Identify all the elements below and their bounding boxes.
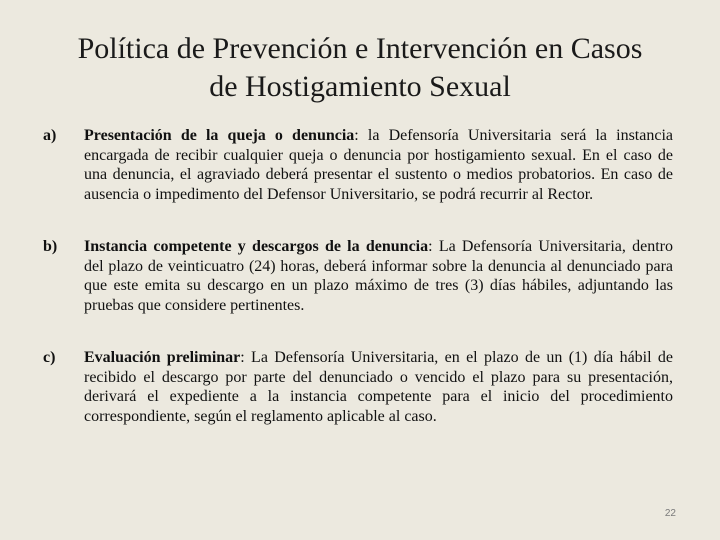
item-body [84, 237, 673, 315]
item-marker: a) [43, 127, 57, 144]
item-heading: Instancia competente y descargos de la denuncia [84, 238, 429, 255]
slide-title [40, 30, 680, 106]
item-text: : la Defensoría Universitaria será la instancia encargada de recibir cualquier queja o denuncia por hostigamiento sexual. En el caso de una denuncia, el agraviado deberá presentar el sustento o medios probatorios. En caso de ausencia o impedimento del Defensor Universitario, se podrá recurrir al Rector. [84, 127, 673, 203]
item-text: : La Defensoría Universitaria, dentro del plazo de veinticuatro (24) horas, deberá informar sobre la denuncia al denunciado para que este emita su descargo en un plazo máximo de tres (3) días hábiles, adjuntando las pruebas que considere pertinentes. [84, 238, 674, 314]
slide-title-line-2: de Hostigamiento Sexual [209, 70, 511, 103]
policy-item-b [0, 237, 720, 315]
policy-item-list [0, 126, 720, 459]
item-marker: b) [43, 238, 58, 255]
policy-item-a [0, 126, 720, 204]
page-number: 22 [664, 508, 676, 519]
item-body [84, 126, 673, 204]
item-marker: c) [43, 349, 56, 366]
item-heading: Evaluación preliminar [84, 349, 241, 366]
item-heading: Presentación de la queja o denuncia [84, 127, 355, 144]
item-text: : La Defensoría Universitaria, en el plazo de un (1) día hábil de recibido el descargo por parte del denunciado o vencido el plazo para su presentación, derivará el expediente a la instancia competente para el inicio del procedimiento correspondiente, según el reglamento aplicable al caso. [84, 349, 674, 425]
item-body [84, 348, 673, 426]
policy-item-c [0, 348, 720, 426]
slide-title-line-1: Política de Prevención e Intervención en Casos [77, 32, 643, 65]
